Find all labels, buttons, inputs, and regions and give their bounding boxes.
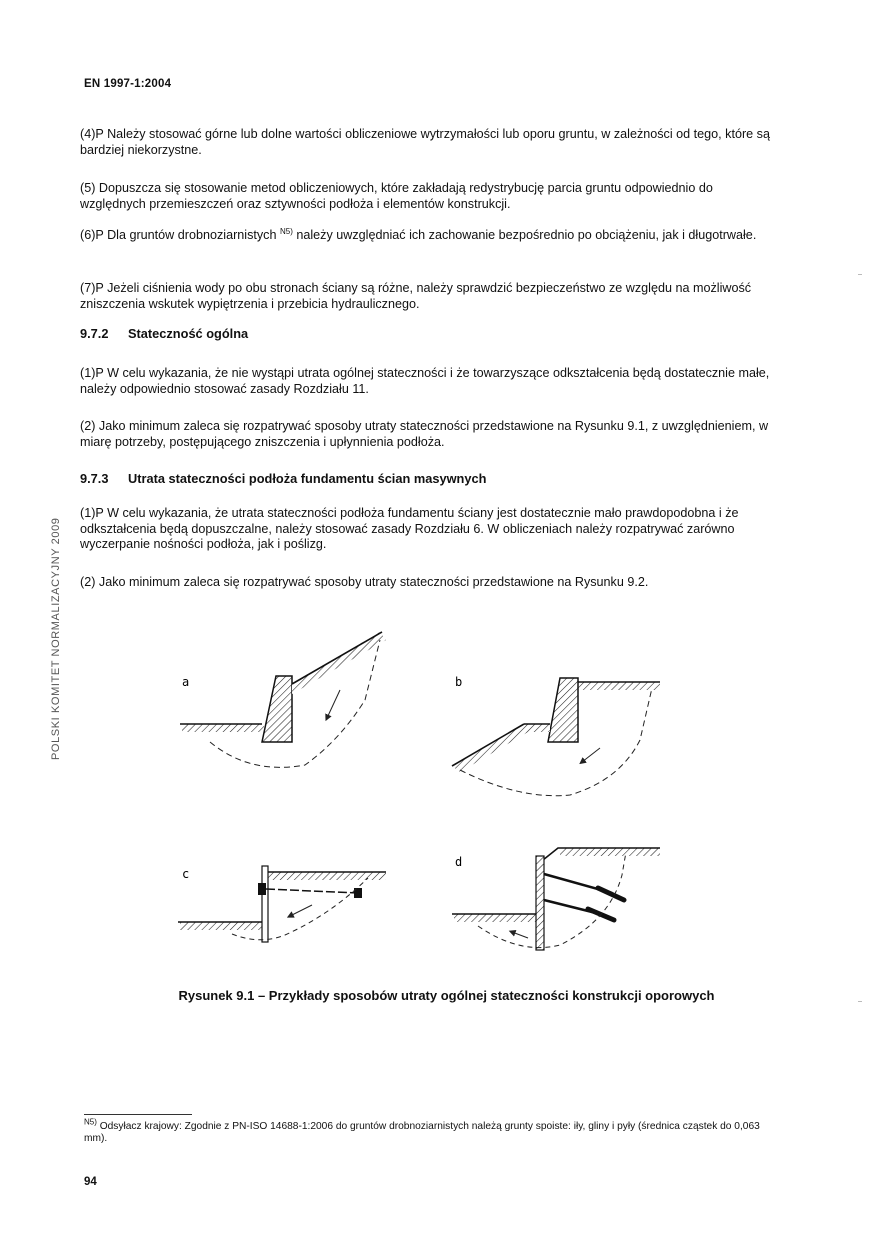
figure-caption: Rysunek 9.1 – Przykłady sposobów utraty ogólnej stateczności konstrukcji oporowych xyxy=(178,988,715,1003)
diagram-label-b: b xyxy=(455,675,463,689)
figure-9-1 xyxy=(0,600,893,980)
footnote-divider xyxy=(84,1114,192,1115)
diagram-label-c: c xyxy=(182,867,190,881)
page-number: 94 xyxy=(84,1176,97,1188)
paragraph-5: (5) Dopuszcza się stosowanie metod obliczeniowych, które zakładają redystrybucję parcia gruntu odpowiednio do względnych przemieszczeń oraz sztywności podłoża i elementów konstrukcji. xyxy=(80,181,713,211)
diagram-c xyxy=(178,866,386,942)
diagram-d xyxy=(452,848,660,950)
paragraph-973-1p: (1)P W celu wykazania, że utrata stateczności podłoża fundamentu ściany jest dostatecznie mało prawdopodobna i że odkształcenia będą dopuszczalne, należy stosować zasady Rozdziału 6. W obliczeniach należy rozpatrywać zarówno wyczerpanie nośności podłoża, jak i poślizg. xyxy=(80,506,739,551)
paragraph-972-2: (2) Jako minimum zaleca się rozpatrywać sposoby utraty stateczności przedstawione na Rysunku 9.1, z uwzględnieniem, w miarę potrzeby, postępującego zniszczenia i upłynnienia podłoża. xyxy=(80,419,769,449)
diagram-label-d: d xyxy=(455,855,463,869)
diagram-a xyxy=(180,632,386,767)
margin-mark xyxy=(858,274,862,275)
document-header: EN 1997-1:2004 xyxy=(84,78,172,90)
paragraph-7p: (7)P Jeżeli ciśnienia wody po obu stronach ściany są różne, należy sprawdzić bezpieczeństwo ze względu na możliwość zniszczenia wskutek wypiętrzenia i przebicia hydraulicznego. xyxy=(80,281,752,311)
section-heading-973: 9.7.3 Utrata stateczności podłoża fundamentu ścian masywnych xyxy=(80,471,487,486)
paragraph-6p: (6)P Dla gruntów drobnoziarnistych $^{N5)}$ należy uwzględniać ich zachowanie bezpośrednio po obciążeniu, jak i długotrwałe. xyxy=(80,226,757,242)
footnote: $^{N5)}$ Odsyłacz krajowy: Zgodnie z PN-ISO 14688-1:2006 do gruntów drobnoziarnistych należą grunty spoiste: iły, gliny i pyły (średnica cząstek do 0,063 mm). xyxy=(84,1117,760,1144)
sidebar-watermark-text: POLSKI KOMITET NORMALIZACYJNY 2009 xyxy=(50,517,62,760)
diagram-b xyxy=(452,675,660,796)
section-heading-972: 9.7.2 Stateczność ogólna xyxy=(80,326,249,341)
paragraph-972-1p: (1)P W celu wykazania, że nie wystąpi utrata ogólnej stateczności i że towarzyszące odkształcenia będą dostatecznie małe, należy odpowiednio stosować zasady Rozdziału 11. xyxy=(80,366,770,396)
paragraph-4p: (4)P Należy stosować górne lub dolne wartości obliczeniowe wytrzymałości lub oporu gruntu, w zależności od tego, które są bardziej niekorzystne. xyxy=(80,127,770,157)
paragraph-973-2: (2) Jako minimum zaleca się rozpatrywać sposoby utraty stateczności przedstawione na Rysunku 9.2. xyxy=(80,575,649,589)
footnote-ref: N5) xyxy=(279,226,293,236)
diagram-label-a: a xyxy=(182,675,190,689)
